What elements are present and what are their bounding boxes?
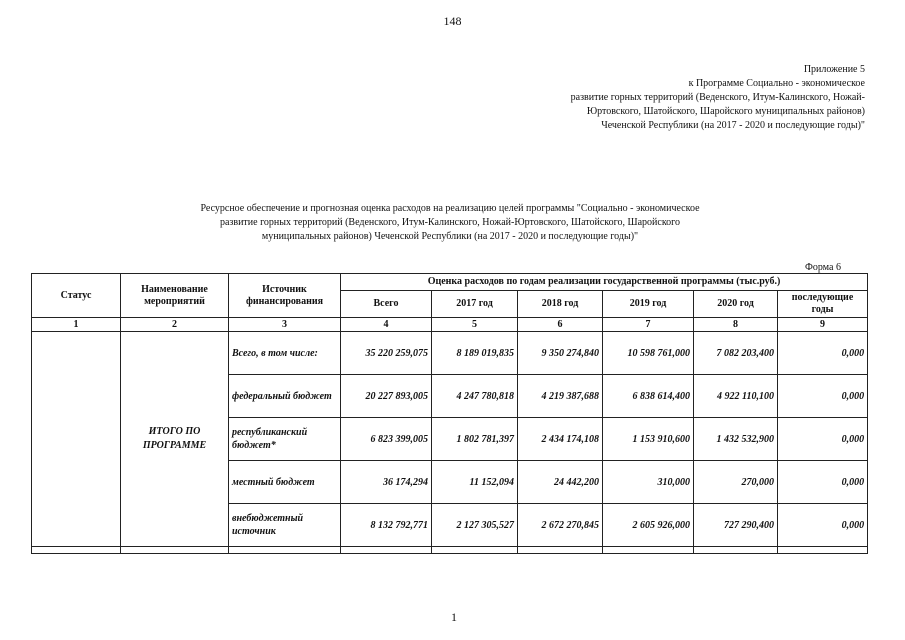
column-number-row xyxy=(32,318,868,332)
column-number: 5 xyxy=(432,318,518,332)
value-cell: 2 127 305,527 xyxy=(432,504,518,547)
header-2018: 2018 год xyxy=(518,291,603,318)
blank-cell xyxy=(32,547,121,554)
value-cell: 727 290,400 xyxy=(694,504,778,547)
value-cell: 24 442,200 xyxy=(518,461,603,504)
header-later-years: последующие годы xyxy=(778,291,868,318)
value-cell: 0,000 xyxy=(778,332,868,375)
table-row xyxy=(32,332,868,375)
value-cell: 2 672 270,845 xyxy=(518,504,603,547)
value-cell: 8 189 019,835 xyxy=(432,332,518,375)
column-number: 3 xyxy=(229,318,341,332)
appendix-line: к Программе Социально - экономическое xyxy=(688,78,865,89)
value-cell: 4 219 387,688 xyxy=(518,375,603,418)
header-2020: 2020 год xyxy=(694,291,778,318)
value-cell: 1 153 910,600 xyxy=(603,418,694,461)
header-estimate-group: Оценка расходов по годам реализации государственной программы (тыс.руб.) xyxy=(341,274,868,291)
value-cell: 8 132 792,771 xyxy=(341,504,432,547)
title-line: развитие горных территорий (Веденского, Итум-Калинского, Ножай-Юртовского, Шатойского, Шаройского xyxy=(219,217,681,228)
value-cell: 1 432 532,900 xyxy=(694,418,778,461)
document-title xyxy=(150,202,750,244)
blank-cell xyxy=(432,547,518,554)
appendix-line: развитие горных территорий (Веденского, Итум-Калинского, Ножай- xyxy=(570,92,865,103)
page-number: 148 xyxy=(443,14,462,28)
header-status: Статус xyxy=(32,274,121,318)
column-number: 9 xyxy=(778,318,868,332)
value-cell: 2 605 926,000 xyxy=(603,504,694,547)
source-cell: внебюджетный источник xyxy=(229,504,341,547)
value-cell: 4 922 110,100 xyxy=(694,375,778,418)
column-number: 8 xyxy=(694,318,778,332)
value-cell: 4 247 780,818 xyxy=(432,375,518,418)
event-name-cell: ИТОГО ПО ПРОГРАММЕ xyxy=(121,332,229,547)
appendix-note xyxy=(525,63,865,133)
value-cell: 20 227 893,005 xyxy=(341,375,432,418)
column-number: 6 xyxy=(518,318,603,332)
blank-cell xyxy=(341,547,432,554)
value-cell: 0,000 xyxy=(778,504,868,547)
value-cell: 2 434 174,108 xyxy=(518,418,603,461)
source-cell: Всего, в том числе: xyxy=(229,332,341,375)
appendix-line: Приложение 5 xyxy=(803,64,865,75)
header-2019: 2019 год xyxy=(603,291,694,318)
value-cell: 11 152,094 xyxy=(432,461,518,504)
value-cell: 270,000 xyxy=(694,461,778,504)
appendix-line: Юртовского, Шатойского, Шаройского муниципальных районов) xyxy=(586,106,865,117)
blank-cell xyxy=(121,547,229,554)
blank-cell xyxy=(603,547,694,554)
value-cell: 6 823 399,005 xyxy=(341,418,432,461)
status-cell xyxy=(32,332,121,547)
header-total: Всего xyxy=(341,291,432,318)
header-source: Источник финансирования xyxy=(229,274,341,318)
value-cell: 0,000 xyxy=(778,375,868,418)
source-cell: республиканский бюджет* xyxy=(229,418,341,461)
header-2017: 2017 год xyxy=(432,291,518,318)
value-cell: 7 082 203,400 xyxy=(694,332,778,375)
header-event-name: Наименование мероприятий xyxy=(121,274,229,318)
footer-mark: 1 xyxy=(451,610,457,624)
source-cell: федеральный бюджет xyxy=(229,375,341,418)
value-cell: 310,000 xyxy=(603,461,694,504)
column-number: 7 xyxy=(603,318,694,332)
appendix-line: Чеченской Республики (на 2017 - 2020 и последующие годы)" xyxy=(601,120,865,131)
source-cell: местный бюджет xyxy=(229,461,341,504)
blank-cell xyxy=(229,547,341,554)
value-cell: 9 350 274,840 xyxy=(518,332,603,375)
value-cell: 6 838 614,400 xyxy=(603,375,694,418)
blank-cell xyxy=(518,547,603,554)
title-line: Ресурсное обеспечение и прогнозная оценка расходов на реализацию целей программы "Социально - экономическое xyxy=(200,203,700,214)
blank-cell xyxy=(778,547,868,554)
value-cell: 10 598 761,000 xyxy=(603,332,694,375)
form-label: Форма 6 xyxy=(805,262,841,273)
budget-table xyxy=(31,273,868,554)
value-cell: 1 802 781,397 xyxy=(432,418,518,461)
column-number: 1 xyxy=(32,318,121,332)
column-number: 2 xyxy=(121,318,229,332)
value-cell: 0,000 xyxy=(778,418,868,461)
value-cell: 35 220 259,075 xyxy=(341,332,432,375)
value-cell: 36 174,294 xyxy=(341,461,432,504)
blank-cell xyxy=(694,547,778,554)
value-cell: 0,000 xyxy=(778,461,868,504)
column-number: 4 xyxy=(341,318,432,332)
blank-row xyxy=(32,547,868,554)
title-line: муниципальных районов) Чеченской Республики (на 2017 - 2020 и последующие годы)" xyxy=(261,231,639,242)
